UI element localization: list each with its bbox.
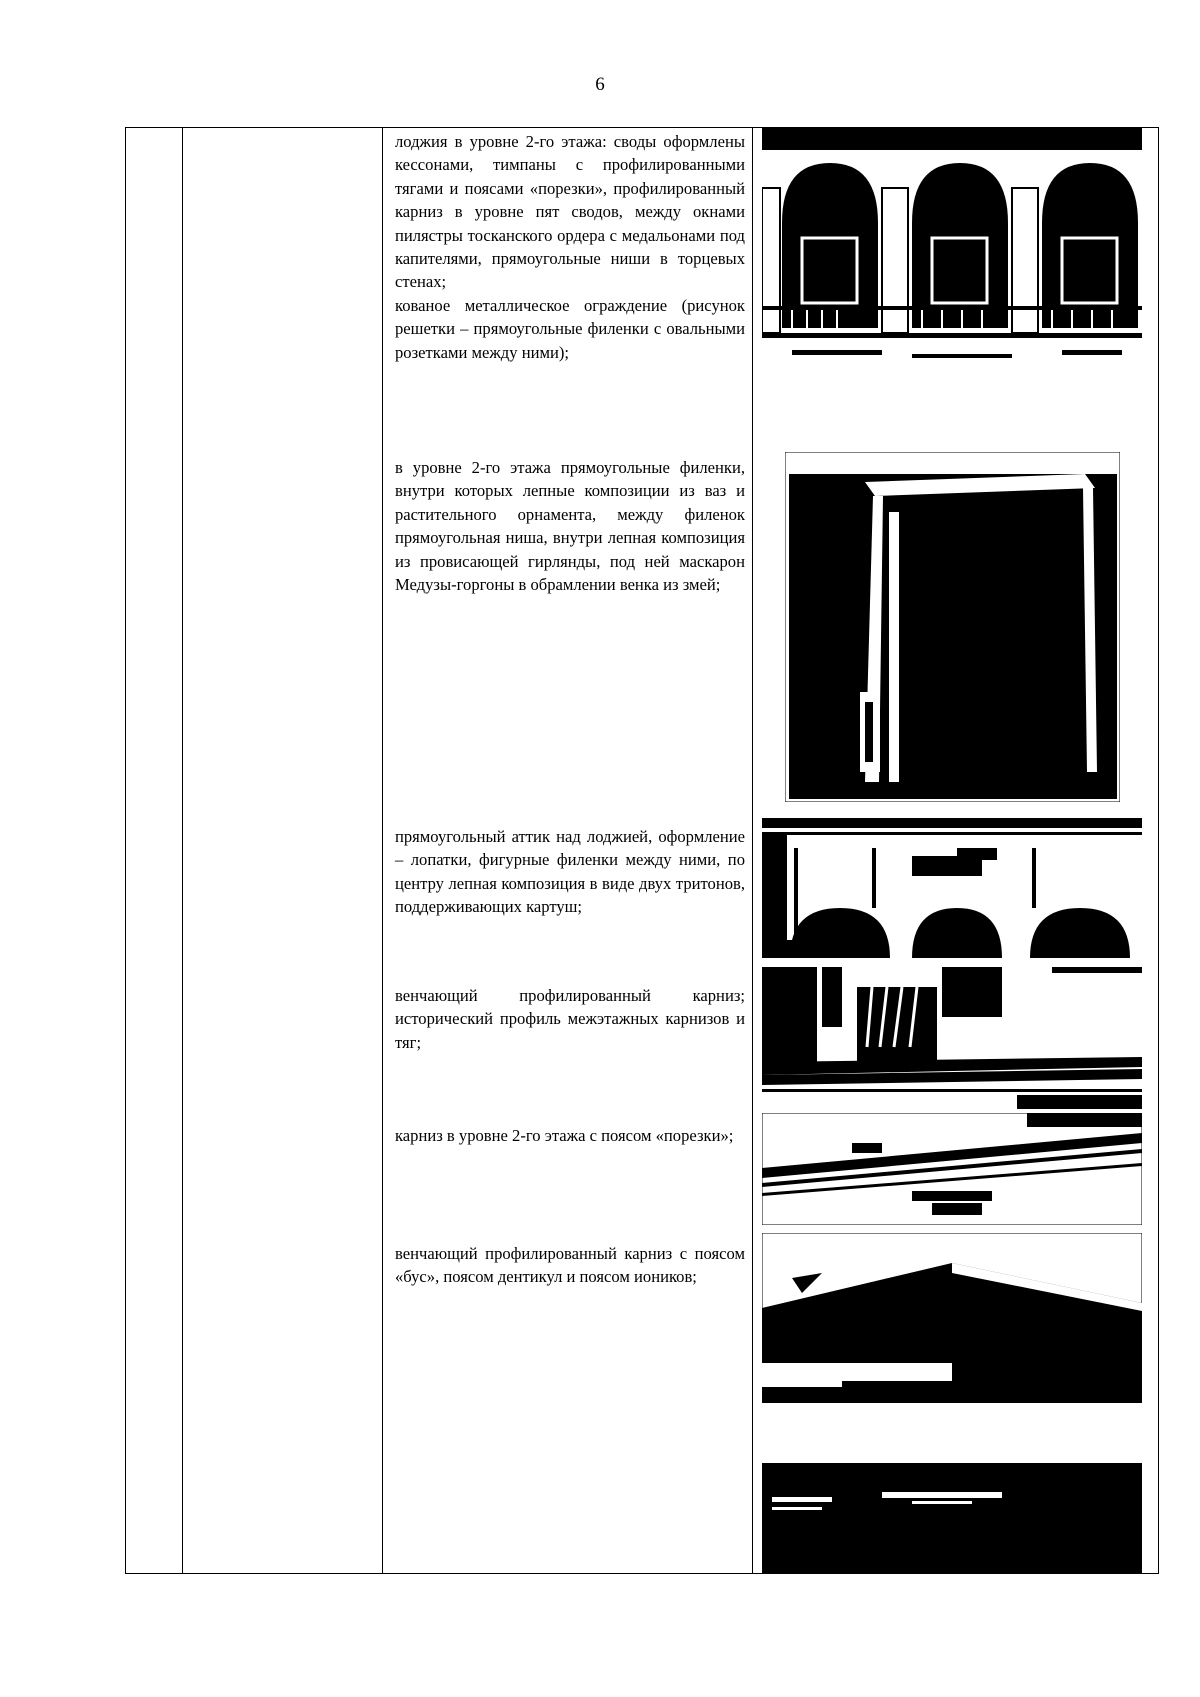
column-divider-3 — [752, 127, 753, 1574]
description-block-cornice-2nd-floor — [395, 1124, 745, 1147]
page-number: 6 — [595, 74, 605, 95]
column-divider-1 — [182, 127, 183, 1574]
description-block-crowning-cornice — [395, 984, 745, 1054]
description-paragraph: венчающий профилированный карниз; исторический профиль межэтажных карнизов и тяг; — [395, 986, 745, 1052]
niche-panel-photo — [785, 452, 1120, 802]
description-block-attic — [395, 825, 745, 919]
attic-photo — [762, 818, 1142, 958]
cornice-detail-photo — [762, 1457, 1142, 1573]
description-block-cornice-dentils — [395, 1242, 745, 1289]
crowning-cornice-photo — [762, 967, 1142, 1109]
description-paragraph: лоджия в уровне 2-го этажа: своды оформлены кессонами, тимпаны с профилированными тягами и поясами «порезки», профилированный карниз в уровне пят сводов, между окнами пилястры тосканского ордера с медальонами под капителями, прямоугольные ниши в торцевых стенах; — [395, 132, 745, 292]
loggia-arches-photo — [762, 128, 1142, 365]
description-block-panels — [395, 456, 745, 596]
description-block-loggia — [395, 130, 745, 364]
description-paragraph: венчающий профилированный карниз с поясом «бус», поясом дентикул и поясом иоников; — [395, 1244, 745, 1287]
description-paragraph: прямоугольный аттик над лоджией, оформление – лопатки, фигурные филенки между ними, по центру лепная композиция в виде двух тритонов, поддерживающих картуш; — [395, 827, 745, 917]
description-paragraph: карниз в уровне 2-го этажа с поясом «порезки»; — [395, 1126, 734, 1145]
column-divider-2 — [382, 127, 383, 1574]
cornice-dentils-photo — [762, 1233, 1142, 1403]
cornice-second-floor-photo — [762, 1113, 1142, 1225]
description-paragraph: кованое металлическое ограждение (рисунок решетки – прямоугольные филенки с овальными розетками между ними); — [395, 295, 745, 362]
description-paragraph: в уровне 2-го этажа прямоугольные филенки, внутри которых лепные композиции из ваз и растительного орнамента, между филенок прямоугольная ниша, внутри лепная композиция из провисающей гирлянды, под ней маскарон Медузы-горгоны в обрамлении венка из змей; — [395, 458, 745, 595]
